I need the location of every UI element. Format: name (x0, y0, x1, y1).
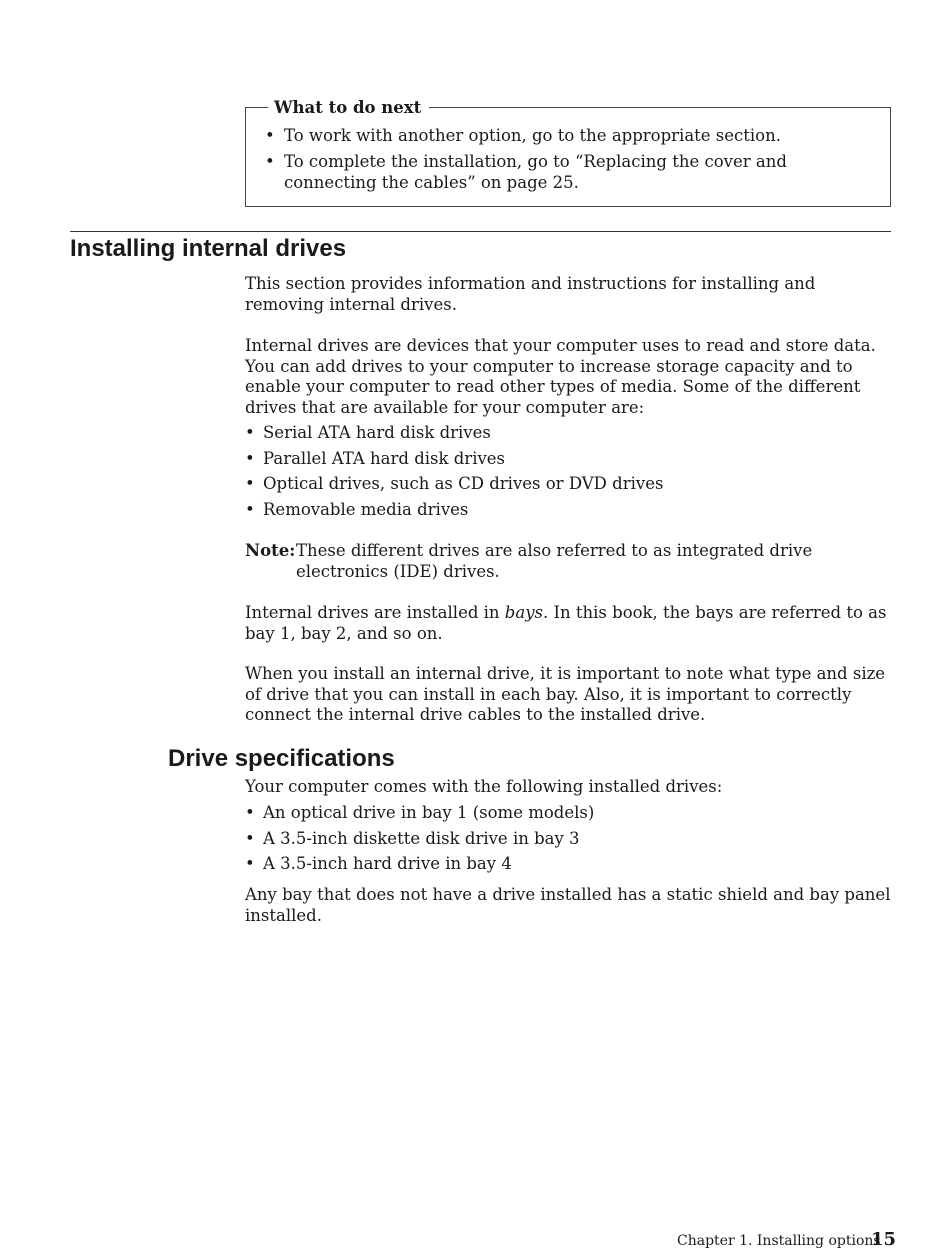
bullet-icon: • (245, 423, 255, 442)
what-to-do-next-box (245, 98, 891, 207)
note-label: Note: (245, 541, 296, 560)
bullet-icon: • (245, 803, 255, 822)
page-number: 15 (871, 1229, 897, 1250)
list-item: • Serial ATA hard disk drives (245, 423, 491, 442)
section-heading: Installing internal drives (70, 235, 347, 262)
subsection-heading: Drive specifications (168, 745, 395, 772)
bays-paragraph: Internal drives are installed in bays. In this book, the bays are referred to as bay 1, bay 2, and so on. (245, 603, 887, 643)
note-text: These different drives are also referred to as integrated drive electronics (IDE) drives. (296, 541, 813, 581)
bullet-icon: • (245, 829, 255, 848)
section-divider (70, 231, 891, 232)
closing-paragraph: Any bay that does not have a drive installed has a static shield and bay panel installed. (245, 885, 891, 925)
list-item: • A 3.5-inch diskette disk drive in bay 3 (245, 829, 580, 848)
drives-paragraph: Internal drives are devices that your computer uses to read and store data. You can add drives to your computer to increase storage capacity and to enable your computer to read other types of media. Some of the different drives that are available for your computer are: (245, 336, 876, 417)
list-item: • A 3.5-inch hard drive in bay 4 (245, 854, 512, 873)
list-item: • Optical drives, such as CD drives or DVD drives (245, 474, 664, 493)
bays-term: bays (504, 603, 543, 622)
bullet-icon: • (245, 500, 255, 519)
footer-chapter: Chapter 1. Installing options (677, 1233, 881, 1249)
what-to-do-next-title: What to do next (268, 98, 429, 118)
intro-paragraph: This section provides information and instructions for installing and removing internal drives. (245, 274, 816, 314)
list-item (265, 152, 874, 193)
list-item: • An optical drive in bay 1 (some models) (245, 803, 595, 822)
list-item: • To work with another option, go to the appropriate section. (265, 126, 781, 145)
list-item: • Parallel ATA hard disk drives (245, 449, 506, 468)
list-item: • Removable media drives (245, 500, 469, 519)
bullet-icon: • (265, 152, 275, 171)
specs-intro: Your computer comes with the following installed drives: (245, 777, 723, 796)
bullet-icon: • (245, 474, 255, 493)
cross-reference-link[interactable]: To complete the installation, go to “Replacing the cover and connecting the cables” on page 25. (284, 152, 787, 192)
bullet-icon: • (245, 854, 255, 873)
bullet-icon: • (265, 126, 275, 145)
bullet-icon: • (245, 449, 255, 468)
install-paragraph: When you install an internal drive, it is important to note what type and size of drive that you can install in each bay. Also, it is important to correctly connect the internal drive cables to the installed drive. (245, 664, 886, 724)
